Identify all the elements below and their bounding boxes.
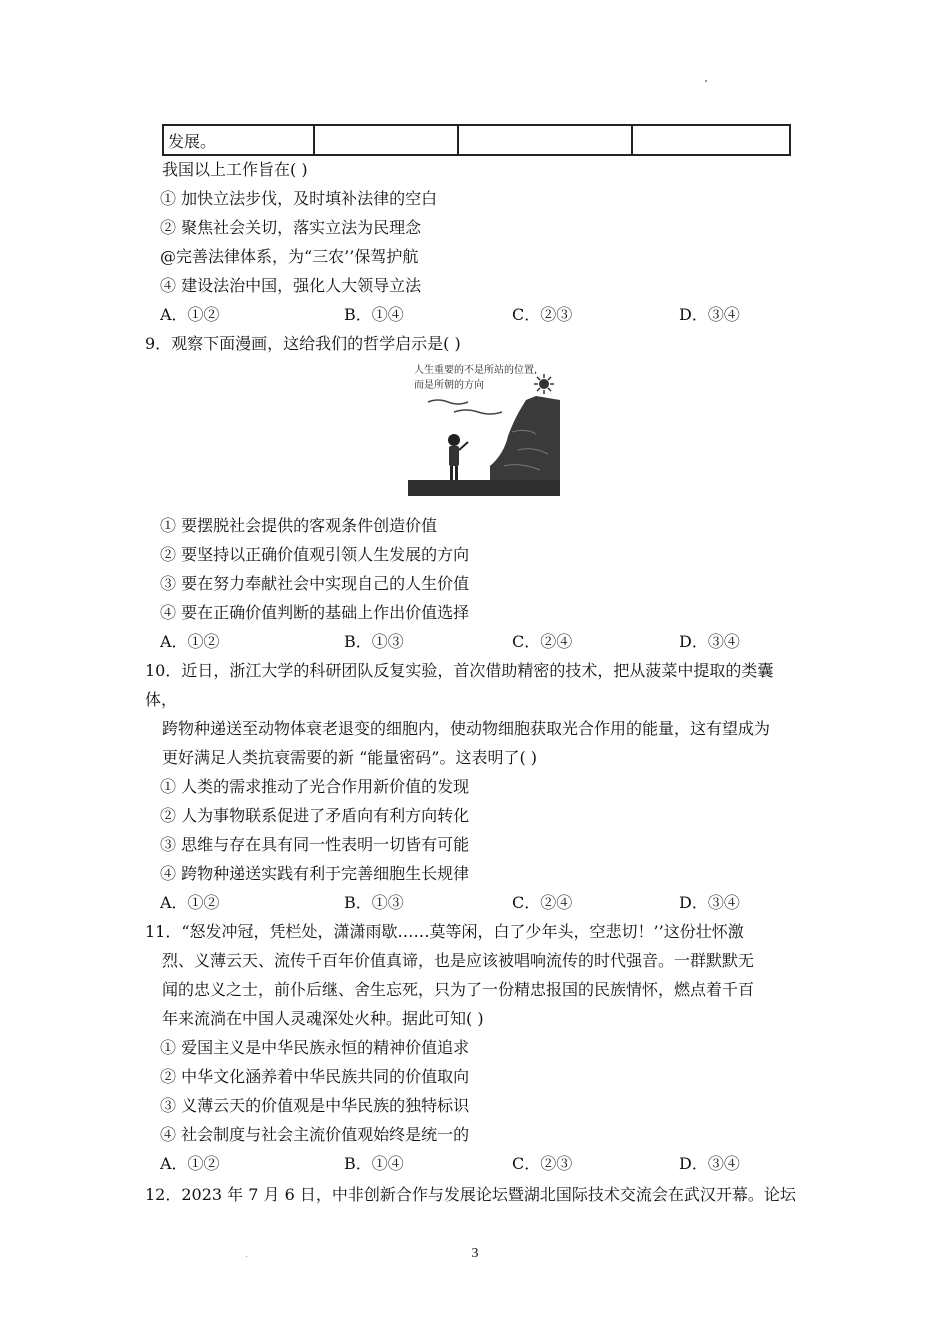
- q11-stem-line-2: 烈、义薄云天、流传千百年价值真谛，也是应该被唱响流传的时代强音。一群默默无: [162, 951, 755, 970]
- q11-item-3: ③ 义薄云天的价值观是中华民族的独特标识: [160, 1096, 470, 1115]
- option-c: C．②④: [512, 632, 573, 651]
- option-a: A．①②: [160, 893, 220, 912]
- table-cell: [632, 125, 790, 155]
- sun-icon: [534, 374, 554, 394]
- q10-item-4: ④ 跨物种递送实践有利于完善细胞生长规律: [160, 864, 470, 883]
- q10-stem-line-3: 跨物种递送至动物体衰老退变的细胞内，使动物细胞获取光合作用的能量，这有望成为: [162, 719, 771, 738]
- option-c: C．②④: [512, 893, 573, 912]
- table-fragment: [162, 124, 791, 156]
- option-c: C．②③: [512, 1154, 573, 1173]
- q11-stem-line-1: 11．“怒发冲冠，凭栏处，潇潇雨歇……莫等闲，白了少年头，空悲切！’’这份壮怀激: [145, 922, 744, 941]
- q12-stem: 12．2023 年 7 月 6 日，中非创新合作与发展论坛暨湖北国际技术交流会在武汉开幕。论坛: [145, 1185, 796, 1204]
- q9-item-2: ② 要坚持以正确价值观引领人生发展的方向: [160, 545, 470, 564]
- q8-item-2: ② 聚焦社会关切，落实立法为民理念: [160, 218, 422, 237]
- option-d: D．③④: [679, 1154, 740, 1173]
- q10-stem-line-2: 体，: [145, 690, 178, 709]
- option-a: A．①②: [160, 632, 220, 651]
- q10-item-1: ① 人类的需求推动了光合作用新价值的发现: [160, 777, 470, 796]
- q11-options: [160, 1153, 820, 1175]
- q9-item-4: ④ 要在正确价值判断的基础上作出价值选择: [160, 603, 470, 622]
- q11-stem-line-4: 年来流淌在中国人灵魂深处火种。据此可知( ): [162, 1009, 484, 1028]
- q11-item-1: ① 爱国主义是中华民族永恒的精神价值追求: [160, 1038, 470, 1057]
- q11-item-4: ④ 社会制度与社会主流价值观始终是统一的: [160, 1125, 470, 1144]
- q8-stem: 我国以上工作旨在( ): [162, 160, 308, 179]
- option-b: B．①④: [344, 305, 404, 324]
- q9-stem: 9．观察下面漫画，这给我们的哲学启示是( ): [145, 334, 461, 353]
- q9-item-3: ③ 要在努力奉献社会中实现自己的人生价值: [160, 574, 470, 593]
- q8-item-4: ④ 建设法治中国，强化人大领导立法: [160, 276, 422, 295]
- option-b: B．①③: [344, 893, 404, 912]
- q8-item-3: @完善法律体系，为“三农’’保驾护航: [160, 247, 419, 266]
- q11-stem-line-3: 闻的忠义之士，前仆后继、舍生忘死，只为了一份精忠报国的民族情怀，燃点着千百: [162, 980, 755, 999]
- table-cell: 发展。: [163, 125, 314, 155]
- cartoon-caption-line-2: 而是所朝的方向: [414, 380, 484, 391]
- q10-item-3: ③ 思维与存在具有同一性表明一切皆有可能: [160, 835, 470, 854]
- option-c: C．②③: [512, 305, 573, 324]
- q8-item-1: ① 加快立法步伐，及时填补法律的空白: [160, 189, 438, 208]
- option-b: B．①③: [344, 632, 404, 651]
- option-a: A．①②: [160, 1154, 220, 1173]
- option-d: D．③④: [679, 893, 740, 912]
- cartoon-caption-line-1: 人生重要的不是所站的位置,: [414, 365, 538, 376]
- option-b: B．①④: [344, 1154, 404, 1173]
- q9-options: [160, 631, 820, 653]
- q10-options: [160, 892, 820, 914]
- cartoon-image: [408, 362, 560, 496]
- q10-stem-line-4: 更好满足人类抗衰需要的新 “能量密码”。这表明了( ): [162, 748, 538, 767]
- option-d: D．③④: [679, 632, 740, 651]
- table-cell: [458, 125, 632, 155]
- table-cell: [314, 125, 458, 155]
- q8-options: [160, 304, 820, 326]
- q10-stem-line-1: 10．近日，浙江大学的科研团队反复实验，首次借助精密的技术，把从菠菜中提取的类囊: [145, 661, 774, 680]
- option-d: D．③④: [679, 305, 740, 324]
- q9-item-1: ① 要摆脱社会提供的客观条件创造价值: [160, 516, 438, 535]
- q11-item-2: ② 中华文化涵养着中华民族共同的价值取向: [160, 1067, 470, 1086]
- option-a: A．①②: [160, 305, 220, 324]
- table-row: [163, 125, 790, 155]
- scan-speck: [705, 80, 707, 82]
- page-number: 3: [471, 1246, 479, 1261]
- q10-item-2: ② 人为事物联系促进了矛盾向有利方向转化: [160, 806, 470, 825]
